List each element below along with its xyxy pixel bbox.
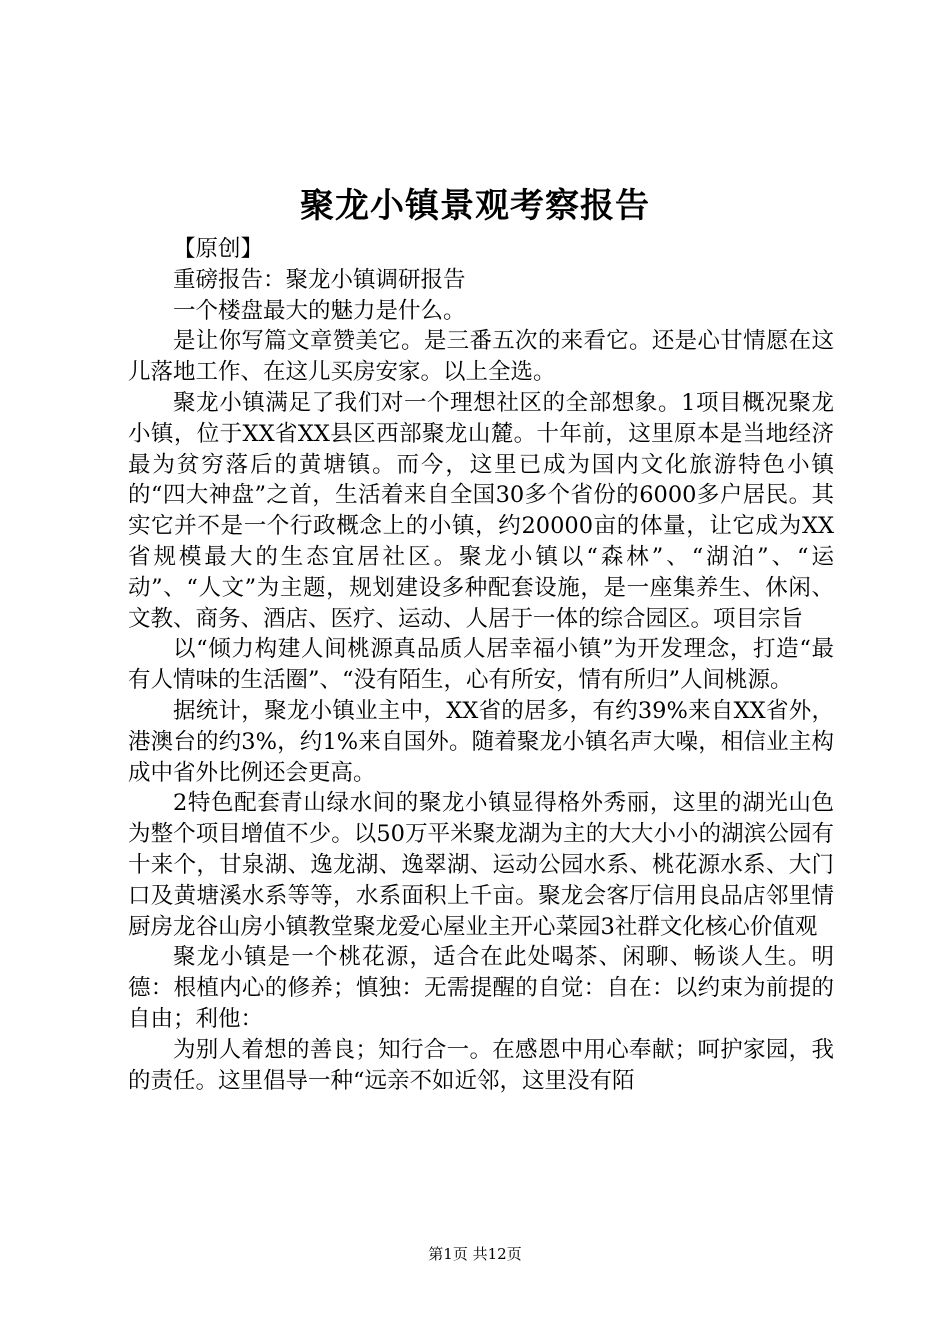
paragraph: 重磅报告：聚龙小镇调研报告 xyxy=(173,266,466,293)
paragraph: 据统计，聚龙小镇业主中，XX省的居多，有约39%来自XX省外，港澳台的约3%，约1%来自国外。随着聚龙小镇名声大噪，相信业主构成中省外比例还会更高。 xyxy=(128,697,834,786)
paragraph: 【原创】 xyxy=(173,236,264,262)
paragraph: 是让你写篇文章赞美它。是三番五次的来看它。还是心甘情愿在这儿落地工作、在这儿买房安家。以上全选。 xyxy=(128,328,834,386)
paragraph: 聚龙小镇是一个桃花源，适合在此处喝茶、闲聊、畅谈人生。明德：根植内心的修养；慎独：无需提醒的自觉：自在：以约束为前提的自由；利他： xyxy=(128,944,834,1032)
paragraph: 一个楼盘最大的魅力是什么。 xyxy=(173,297,466,324)
paragraph: 以“倾力构建人间桃源真品质人居幸福小镇”为开发理念，打造“最有人情味的生活圈”、“没有陌生，心有所安，情有所归”人间桃源。 xyxy=(128,636,834,694)
document-title: 聚龙小镇景观考察报告 xyxy=(300,186,650,226)
paragraph: 2特色配套青山绿水间的聚龙小镇显得格外秀丽，这里的湖光山色为整个项目增值不少。以50万平米聚龙湖为主的大大小小的湖滨公园有十来个，甘泉湖、逸龙湖、逸翠湖、运动公园水系、桃花源水系、大门口及黄塘溪水系等等，水系面积上千亩。聚龙会客厅信用良品店邻里情厨房龙谷山房小镇教堂聚龙爱心屋业主开心菜园3社群文化核心价值观 xyxy=(128,790,834,940)
paragraph: 聚龙小镇满足了我们对一个理想社区的全部想象。1项目概况聚龙小镇，位于XX省XX县区西部聚龙山麓。十年前，这里原本是当地经济最为贫穷落后的黄塘镇。而今，这里已成为国内文化旅游特色小镇的“四大神盘”之首，生活着来自全国30多个省份的6000多户居民。其实它并不是一个行政概念上的小镇，约20000亩的体量，让它成为XX省规模最大的生态宜居社区。聚龙小镇以“森林”、“湖泊”、“运动”、“人文”为主题，规划建设多种配套设施，是一座集养生、休闲、文教、商务、酒店、医疗、运动、人居于一体的综合园区。项目宗旨 xyxy=(128,389,834,632)
paragraph: 为别人着想的善良；知行合一。在感恩中用心奉献；呵护家园，我的责任。这里倡导一种“远亲不如近邻，这里没有陌 xyxy=(128,1036,834,1094)
page-footer: 第1页 共12页 xyxy=(428,1245,522,1263)
document-body xyxy=(128,234,834,1096)
